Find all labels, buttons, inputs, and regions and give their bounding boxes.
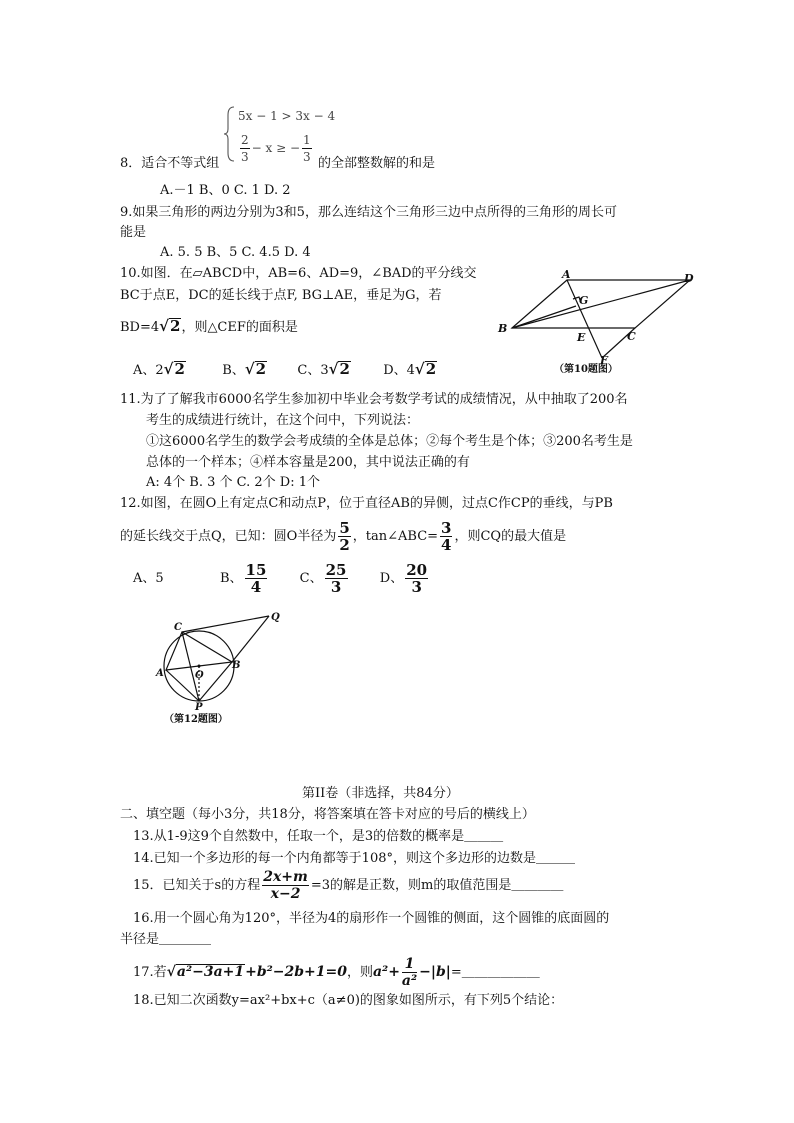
- q15-text: 15．已知关于s的方程 $\frac{2x+m}{x-2}$ =3的解是正数，则m的取值范围是＿＿＿＿: [133, 869, 564, 902]
- q11-line1: 11.为了了解我市6000名学生参加初中毕业会考数学考试的成绩情况，从中抽取了200名: [120, 392, 628, 407]
- q10-label-c: C: [627, 330, 636, 343]
- q8-suffix: 的全部整数解的和是: [318, 156, 436, 171]
- q9-options: A. 5. 5 B、5 C. 4.5 D. 4: [160, 245, 311, 260]
- q16-line2: 半径是＿＿＿＿: [120, 932, 212, 947]
- q8-prefix: 8．适合不等式组: [120, 156, 220, 171]
- q10-label-e: E: [577, 331, 586, 344]
- q12-option-c: C、 $\frac{25}{3}$: [299, 561, 347, 596]
- q12-label-p: P: [195, 702, 203, 713]
- q10-label-b: B: [498, 322, 508, 335]
- q10-label-a: A: [562, 268, 571, 281]
- q10-option-d: D、4√2: [383, 360, 437, 378]
- q10-line3: BD=4√2，则△CEF的面积是: [120, 317, 298, 335]
- q12-line2: 的延长线交于点Q，已知：圆O半径为 $\frac{5}{2}$ ，tan∠ABC= $\frac{3}{4}$ ，则CQ的最大值是: [120, 519, 567, 554]
- q12-label-a: A: [156, 668, 164, 679]
- q11-line4: 总体的一个样本；④样本容量是200，其中说法正确的有: [146, 455, 470, 470]
- q10-figure-caption: （第10题图）: [554, 364, 618, 375]
- q8-system-line1: 5x − 1 > 3x − 4: [238, 109, 336, 123]
- q10-option-c: C、3√2: [297, 360, 350, 378]
- q17-text: 17.若√a²−3a+1+b²−2b+1=0，则a²+ $\frac{1}{\text{a²}}$ −|b|=＿＿＿＿＿＿: [133, 956, 540, 989]
- q12-label-o: O: [195, 670, 204, 681]
- q10-label-f: F: [600, 354, 608, 367]
- q9-line1: 9.如果三角形的两边分别为3和5，那么连结这个三角形三边中点所得的三角形的周长可: [120, 205, 617, 220]
- q12-option-d: D、 $\frac{20}{3}$: [379, 561, 428, 596]
- part2-title: 第II卷（非选择，共84分）: [302, 786, 459, 801]
- q12-label-c: C: [174, 622, 182, 633]
- q12-option-b: B、 $\frac{15}{4}$: [219, 561, 267, 596]
- q10-label-g: G: [579, 294, 589, 307]
- q10-label-d: D: [684, 272, 694, 285]
- q16-line1: 16.用一个圆心角为120°，半径为4的扇形作一个圆锥的侧面，这个圆锥的底面圆的: [133, 911, 610, 926]
- q12-option-a: A、5: [133, 571, 164, 586]
- q13-text: 13.从1-9这9个自然数中，任取一个，是3的倍数的概率是＿＿＿: [133, 829, 504, 844]
- q9-line2: 能是: [120, 225, 147, 240]
- q11-line2: 考生的成绩进行统计，在这个问中，下列说法：: [146, 413, 420, 428]
- q14-text: 14.已知一个多边形的每一个内角都等于108°，则这个多边形的边数是＿＿＿: [133, 851, 575, 866]
- q12-figure-caption: （第12题图）: [164, 714, 228, 725]
- q12-label-q: Q: [271, 612, 280, 623]
- q12-label-b: B: [232, 660, 241, 671]
- q10-line1: 10.如图．在▱ABCD中，AB=6、AD=9，∠BAD的平分线交: [120, 266, 477, 281]
- q8-system: [222, 105, 336, 165]
- q18-text: 18.已知二次函数y=ax²+bx+c（a≠0)的图象如图所示，有下列5个结论：: [133, 993, 564, 1008]
- q11-options: A: 4个 B. 3 个 C. 2个 D: 1个: [146, 475, 321, 490]
- q12-line1: 12.如图，在圆O上有定点C和动点P，位于直径AB的异侧，过点C作CP的垂线，与PB: [120, 496, 613, 511]
- q8-system-line2: $\frac{2}{3}$ − x ≥ − $\frac{1}{3}$: [241, 133, 311, 164]
- q10-options: [133, 360, 437, 380]
- q8-options: A.－1 B、0 C. 1 D. 2: [160, 183, 291, 198]
- q10-option-b: B、√2: [222, 360, 267, 378]
- q12-options: [133, 562, 430, 595]
- q10-line2: BC于点E，DC的延长线于点F, BG⊥AE，垂足为G，若: [120, 288, 442, 303]
- q10-option-a: A、2√2: [133, 360, 185, 378]
- q12-figure: [152, 610, 292, 725]
- part2-section-header: 二、填空题（每小3分，共18分，将答案填在答卡对应的号后的横线上）: [120, 807, 535, 822]
- q11-line3: ①这6000名学生的数学会考成绩的全体是总体；②每个考生是个体；③200名考生是: [146, 434, 633, 449]
- brace-icon: [222, 105, 236, 163]
- q10-figure: [492, 268, 712, 378]
